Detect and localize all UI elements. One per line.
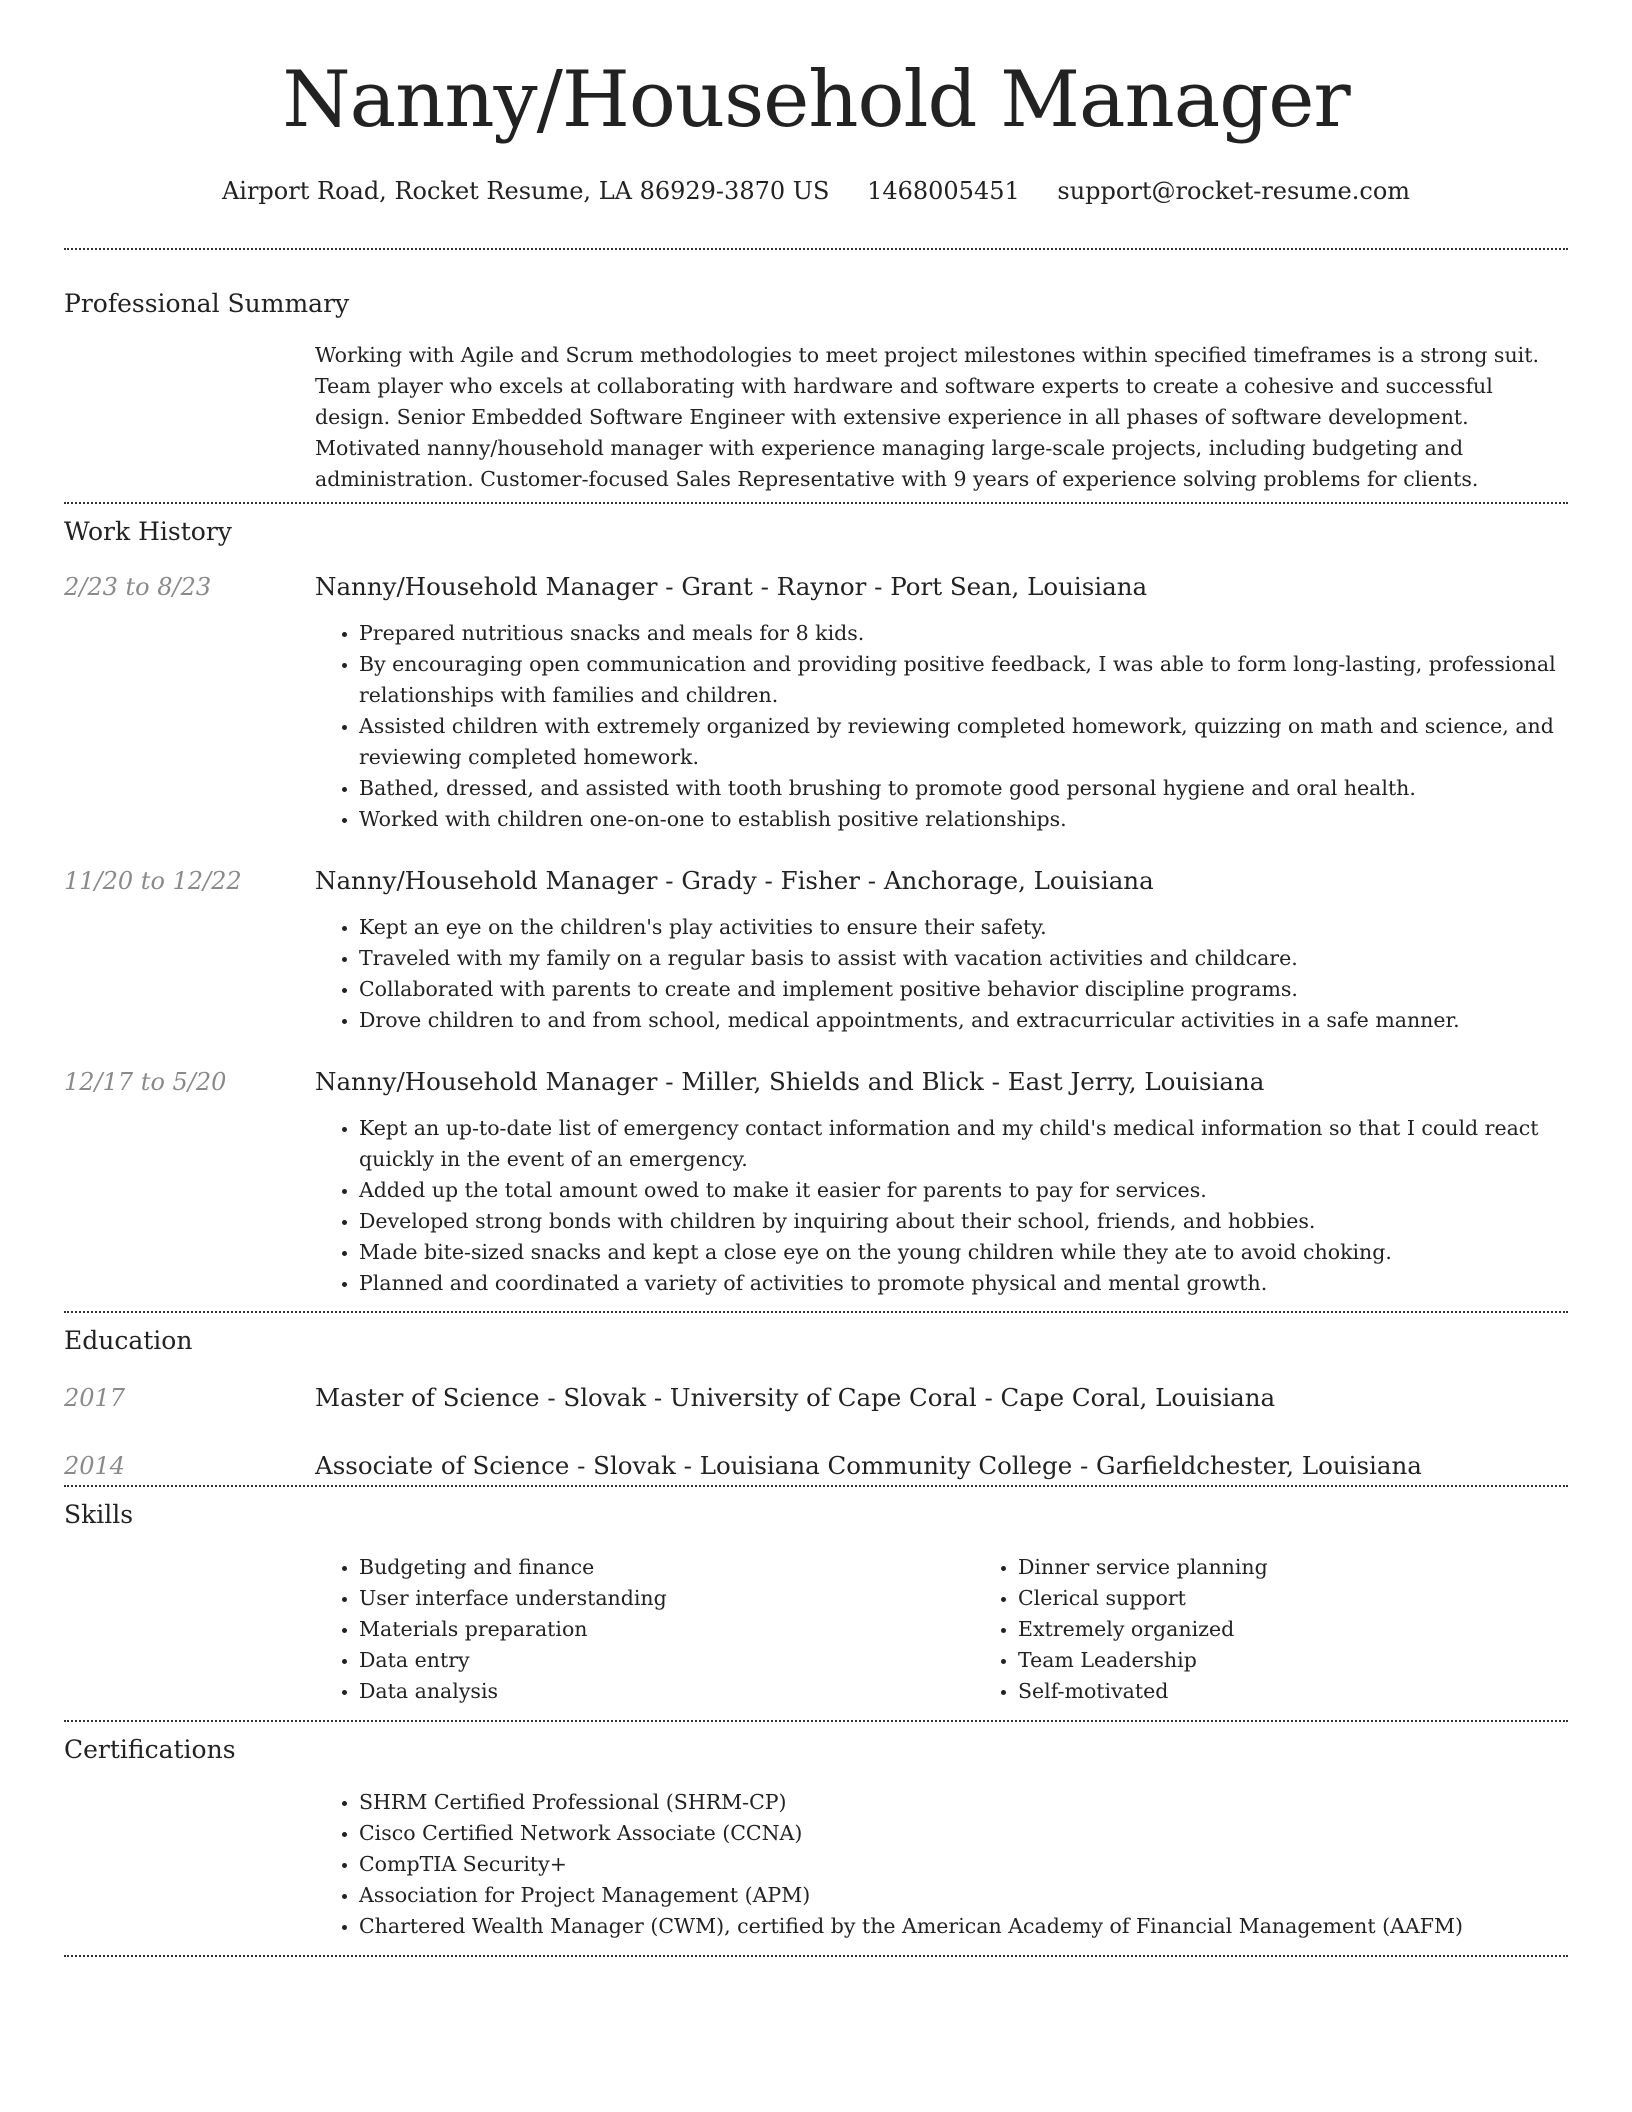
- summary-section: [0, 250, 1632, 495]
- job-dates: 12/17 to 5/20: [64, 1068, 227, 1096]
- list-item: • Drove children to and from school, medical appointments, and extracurricular activities in a safe manner.: [359, 1005, 1568, 1036]
- list-item: • By encouraging open communication and providing positive feedback, I was able to form long-lasting, professional relationships with families and children.: [359, 649, 1568, 711]
- job-dates: 11/20 to 12/22: [64, 867, 242, 895]
- list-item: • Data analysis: [359, 1676, 974, 1707]
- skills-column-right: [974, 1552, 1632, 1707]
- work-history-heading: Work History: [64, 517, 232, 546]
- summary-text: Working with Agile and Scrum methodologies to meet project milestones within specified timeframes is a strong suit. Team player who excels at collaborating with hardware and software experts to create a cohesive and successful design. Senior Embedded Software Engineer with extensive experience in all phases of software development. Motivated nanny/household manager with experience managing large-scale projects, including budgeting and administration. Customer-focused Sales Representative with 9 years of experience solving problems for clients.: [315, 343, 1539, 491]
- job-title: Nanny/Household Manager - Grady - Fisher - Anchorage, Louisiana: [315, 866, 1154, 895]
- job-bullets: [315, 1113, 1568, 1299]
- list-item: • Made bite-sized snacks and kept a close eye on the young children while they ate to avoid choking.: [359, 1237, 1568, 1268]
- job-title: Nanny/Household Manager - Grant - Raynor - Port Sean, Louisiana: [315, 572, 1148, 601]
- list-item: • Planned and coordinated a variety of activities to promote physical and mental growth.: [359, 1268, 1568, 1299]
- skills-list: [315, 1552, 1632, 1707]
- job-dates: 2/23 to 8/23: [64, 573, 212, 601]
- education-heading: Education: [64, 1326, 193, 1355]
- list-item: • Self-motivated: [1018, 1676, 1632, 1707]
- list-item: • Data entry: [359, 1645, 974, 1676]
- list-item: • SHRM Certified Professional (SHRM-CP): [359, 1787, 1568, 1818]
- education-degree: Master of Science - Slovak - University of Cape Coral - Cape Coral, Louisiana: [315, 1383, 1276, 1412]
- education-year: 2017: [64, 1384, 126, 1412]
- list-item: • Association for Project Management (APM): [359, 1880, 1568, 1911]
- contact-phone: 1468005451: [867, 177, 1020, 205]
- skills-section: [0, 1487, 1632, 1707]
- job-entry: [64, 1065, 1568, 1299]
- list-item: • Dinner service planning: [1018, 1552, 1632, 1583]
- list-item: • Worked with children one-on-one to establish positive relationships.: [359, 804, 1568, 835]
- job-entry: [64, 570, 1568, 835]
- work-history-section: [0, 504, 1632, 1299]
- certifications-list: [315, 1787, 1568, 1942]
- list-item: • Budgeting and finance: [359, 1552, 974, 1583]
- contact-address: Airport Road, Rocket Resume, LA 86929-3870 US: [221, 177, 830, 205]
- contact-line: [0, 174, 1632, 208]
- list-item: • Assisted children with extremely organized by reviewing completed homework, quizzing on math and science, and reviewing completed homework.: [359, 711, 1568, 773]
- list-item: • Prepared nutritious snacks and meals for 8 kids.: [359, 618, 1568, 649]
- list-item: • Added up the total amount owed to make it easier for parents to pay for services.: [359, 1175, 1568, 1206]
- education-year: 2014: [64, 1452, 126, 1480]
- list-item: • Clerical support: [1018, 1583, 1632, 1614]
- job-entry: [64, 864, 1568, 1036]
- job-title: Nanny/Household Manager - Miller, Shields and Blick - East Jerry, Louisiana: [315, 1067, 1265, 1096]
- list-item: • Team Leadership: [1018, 1645, 1632, 1676]
- education-entry: [64, 1381, 1568, 1415]
- list-item: • Developed strong bonds with children by inquiring about their school, friends, and hobbies.: [359, 1206, 1568, 1237]
- list-item: • Kept an eye on the children's play activities to ensure their safety.: [359, 912, 1568, 943]
- section-divider: [64, 1955, 1568, 1957]
- candidate-name: Nanny/Household Manager: [282, 55, 1350, 145]
- certifications-heading: Certifications: [64, 1735, 236, 1764]
- list-item: • Extremely organized: [1018, 1614, 1632, 1645]
- education-section: [0, 1313, 1632, 1483]
- education-entry: [64, 1449, 1568, 1483]
- skills-column-left: [315, 1552, 974, 1707]
- list-item: • Bathed, dressed, and assisted with tooth brushing to promote good personal hygiene and oral health.: [359, 773, 1568, 804]
- list-item: • Traveled with my family on a regular basis to assist with vacation activities and childcare.: [359, 943, 1568, 974]
- job-bullets: [315, 912, 1568, 1036]
- certifications-section: [0, 1722, 1632, 1942]
- job-bullets: [315, 618, 1568, 835]
- list-item: • Kept an up-to-date list of emergency contact information and my child's medical information so that I could react quickly in the event of an emergency.: [359, 1113, 1568, 1175]
- list-item: • User interface understanding: [359, 1583, 974, 1614]
- summary-heading: Professional Summary: [64, 289, 350, 318]
- list-item: • Materials preparation: [359, 1614, 974, 1645]
- list-item: • Cisco Certified Network Associate (CCNA): [359, 1818, 1568, 1849]
- contact-email: support@rocket-resume.com: [1057, 177, 1411, 205]
- education-degree: Associate of Science - Slovak - Louisiana Community College - Garfieldchester, Louisiana: [315, 1451, 1422, 1480]
- list-item: • CompTIA Security+: [359, 1849, 1568, 1880]
- skills-heading: Skills: [64, 1500, 134, 1529]
- list-item: • Chartered Wealth Manager (CWM), certified by the American Academy of Financial Management (AAFM): [359, 1911, 1568, 1942]
- list-item: • Collaborated with parents to create and implement positive behavior discipline programs.: [359, 974, 1568, 1005]
